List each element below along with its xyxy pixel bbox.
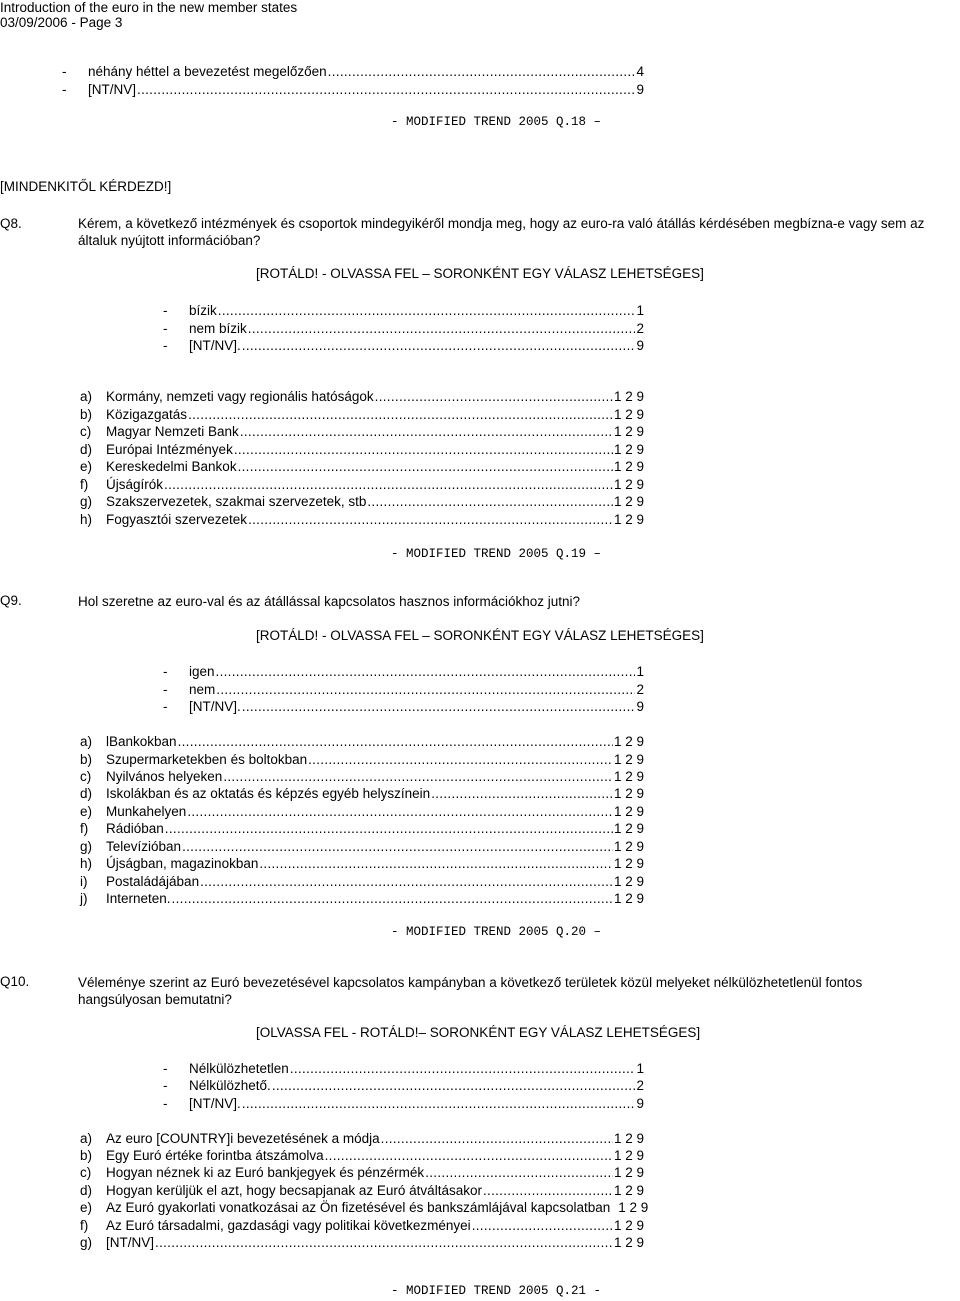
list-item: a) lBankokban ..... 1 2 9 (80, 733, 644, 750)
option-code: 1 (636, 664, 644, 679)
list-item: g) Szakszervezetek, szakmai szervezetek, stb ..... 1 2 9 (80, 493, 644, 510)
option-code: 2 (636, 682, 644, 697)
option-code: 1 (636, 303, 644, 318)
list-item: a) Kormány, nemzeti vagy regionális hatóságok ..... 1 2 9 (80, 388, 644, 405)
question-instruction: [ROTÁLD! - OLVASSA FEL – SORONKÉNT EGY VÁLASZ LEHETSÉGES] (256, 628, 704, 643)
document-title: Introduction of the euro in the new member states (0, 0, 298, 15)
option-label: [NT/NV] (88, 82, 137, 97)
list-item: c) Hogyan néznek ki az Euró bankjegyek és pénzérmék ..... 1 2 9 (80, 1164, 644, 1181)
list-item: j) Interneten. ..... 1 2 9 (80, 890, 644, 907)
option-row: - nem bízik ..... 2 (163, 320, 644, 337)
option-row: - néhány héttel a bevezetést megelőzően ..... 4 (62, 63, 644, 80)
list-item: e) Munkahelyen ..... 1 2 9 (80, 803, 644, 820)
list-item: h) Újságban, magazinokban ..... 1 2 9 (80, 855, 644, 872)
option-label: nem bízik (189, 321, 247, 336)
option-code: 9 (636, 338, 644, 353)
option-row: - Nélkülözhetetlen ..... 1 (163, 1060, 644, 1077)
list-item: f) Rádióban ..... 1 2 9 (80, 820, 644, 837)
option-code: 9 (636, 1096, 644, 1111)
option-row: - [NT/NV] ..... 9 (62, 81, 644, 98)
question-number: Q8. (0, 216, 22, 231)
option-label: Nélkülözhető. (189, 1078, 271, 1093)
option-row: - [NT/NV]. ..... 9 (163, 1095, 644, 1112)
question-text: Véleménye szerint az Euró bevezetésével kapcsolatos kampányban a következő területek közül melyeket nélkülözhetetlenül fontos hangsúlyosan bemutatni? (78, 975, 863, 1007)
option-label: Nélkülözhetetlen (189, 1061, 289, 1076)
list-item: f) Az Euró társadalmi, gazdasági vagy politikai következményei ..... 1 2 9 (80, 1217, 644, 1234)
question-number: Q9. (0, 593, 22, 608)
list-item: i) Postaládájában ..... 1 2 9 (80, 873, 644, 890)
option-label: [NT/NV]. (189, 1096, 241, 1111)
list-item: e) Kereskedelmi Bankok ..... 1 2 9 (80, 458, 644, 475)
list-item: f) Újságírók ..... 1 2 9 (80, 476, 644, 493)
document-date-page: 03/09/2006 - Page 3 (0, 15, 123, 30)
option-row: - bízik ..... 1 (163, 302, 644, 319)
list-item: b) Szupermarketekben és boltokban ..... 1 2 9 (80, 751, 644, 768)
question-instruction: [ROTÁLD! - OLVASSA FEL – SORONKÉNT EGY VÁLASZ LEHETSÉGES] (256, 266, 704, 281)
trend-note: - MODIFIED TREND 2005 Q.21 - (391, 1284, 602, 1298)
list-item: c) Magyar Nemzeti Bank ..... 1 2 9 (80, 423, 644, 440)
list-item: h) Fogyasztói szervezetek ..... 1 2 9 (80, 511, 644, 528)
list-item: d) Európai Intézmények ..... 1 2 9 (80, 441, 644, 458)
option-row: - nem ..... 2 (163, 681, 644, 698)
list-item: e) Az Euró gyakorlati vonatkozásai az Ön fizetésével és bankszámlájával kapcsolatban 1 2 9 (80, 1200, 649, 1215)
option-code: 4 (636, 64, 644, 79)
option-row: - igen ..... 1 (163, 663, 644, 680)
list-item: d) Hogyan kerüljük el azt, hogy becsapjanak az Euró átváltásakor ..... 1 2 9 (80, 1182, 644, 1199)
option-code: 2 (636, 321, 644, 336)
option-code: 2 (636, 1078, 644, 1093)
list-item: b) Egy Euró értéke forintba átszámolva ..... 1 2 9 (80, 1147, 644, 1164)
trend-note: - MODIFIED TREND 2005 Q.18 – (391, 115, 602, 129)
option-row: - [NT/NV]. ..... 9 (163, 698, 644, 715)
option-row: - Nélkülözhető. ..... 2 (163, 1077, 644, 1094)
option-label: néhány héttel a bevezetést megelőzően (88, 64, 327, 79)
question-text: Hol szeretne az euro-val és az átállással kapcsolatos hasznos információkhoz jutni? (78, 594, 581, 609)
option-code: 9 (636, 82, 644, 97)
option-label: [NT/NV]. (189, 338, 241, 353)
question-number: Q10. (0, 974, 30, 989)
option-code: 1 (636, 1061, 644, 1076)
option-code: 9 (636, 699, 644, 714)
question-instruction: [OLVASSA FEL - ROTÁLD!– SORONKÉNT EGY VÁLASZ LEHETSÉGES] (256, 1025, 701, 1040)
list-item: g) Televízióban ..... 1 2 9 (80, 838, 644, 855)
option-label: bízik (189, 303, 217, 318)
option-label: igen (189, 664, 215, 679)
list-item: b) Közigazgatás ..... 1 2 9 (80, 406, 644, 423)
option-label: nem (189, 682, 216, 697)
option-label: [NT/NV]. (189, 699, 241, 714)
option-row: - [NT/NV]. ..... 9 (163, 337, 644, 354)
filter-note: [MINDENKITŐL KÉRDEZD!] (0, 179, 172, 194)
trend-note: - MODIFIED TREND 2005 Q.19 – (391, 547, 602, 561)
trend-note: - MODIFIED TREND 2005 Q.20 – (391, 925, 602, 939)
question-text: Kérem, a következő intézmények és csoportok mindegyikéről mondja meg, hogy az euro-ra való átállás kérdésében megbízna-e vagy sem az általuk nyújtott információban? (78, 216, 925, 248)
list-item: d) Iskolákban és az oktatás és képzés egyéb helyszínein ..... 1 2 9 (80, 785, 644, 802)
list-item: c) Nyilvános helyeken ..... 1 2 9 (80, 768, 644, 785)
list-item: a) Az euro [COUNTRY]i bevezetésének a módja ..... 1 2 9 (80, 1130, 644, 1147)
list-item: g) [NT/NV] ..... 1 2 9 (80, 1234, 644, 1251)
